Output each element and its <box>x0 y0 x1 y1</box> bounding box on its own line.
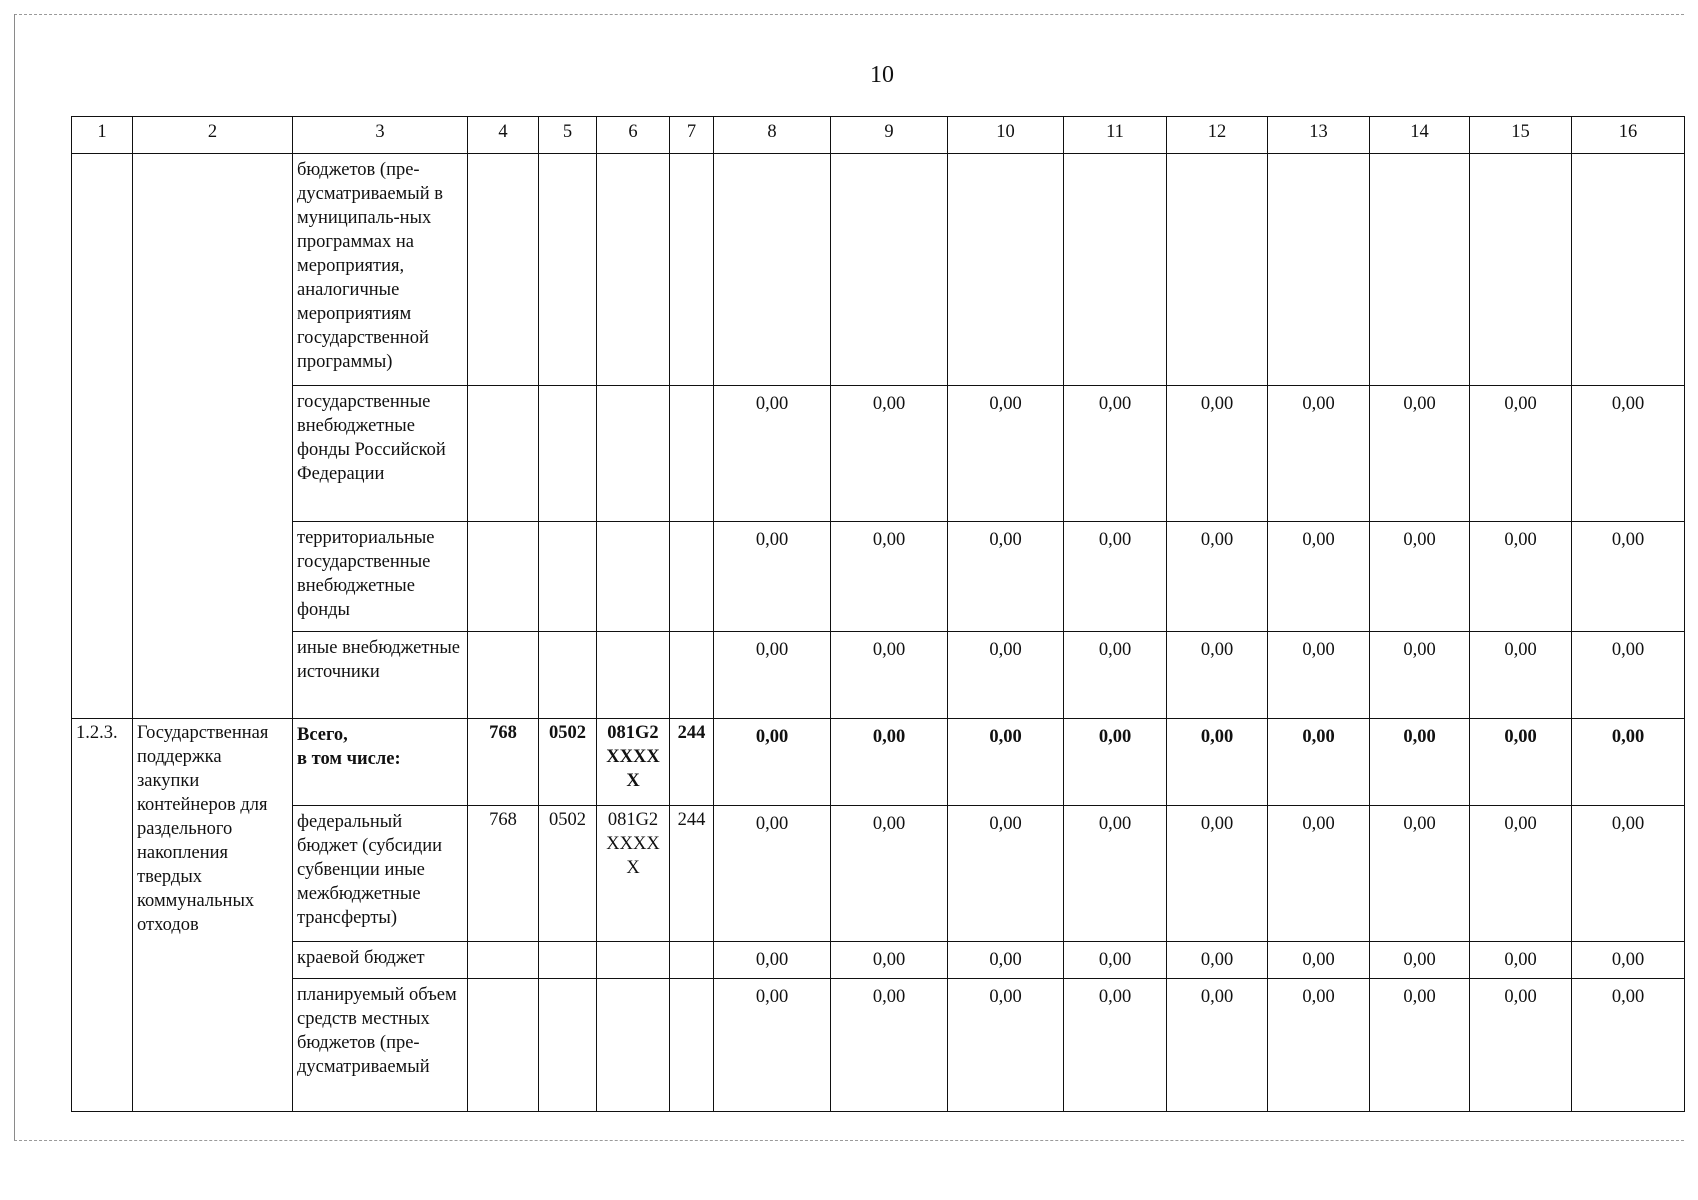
value-cell <box>1572 154 1685 386</box>
value-cell: 0,00 <box>948 522 1064 632</box>
value-cell: 0,00 <box>1268 386 1370 522</box>
value-cell: 0,00 <box>1167 806 1268 942</box>
cell-c4 <box>468 154 539 386</box>
column-header: 13 <box>1268 117 1370 154</box>
column-header: 4 <box>468 117 539 154</box>
cell-c6 <box>597 154 670 386</box>
value-cell: 0,00 <box>1470 632 1572 719</box>
table-row-total <box>72 719 1685 806</box>
source-label: Всего, в том числе: <box>293 719 468 806</box>
value-cell: 0,00 <box>1572 942 1685 979</box>
column-header: 15 <box>1470 117 1572 154</box>
cell-c5: 0502 <box>539 806 597 942</box>
table-row <box>72 522 1685 632</box>
value-cell: 0,00 <box>948 942 1064 979</box>
cell-c4 <box>468 942 539 979</box>
table-row <box>72 632 1685 719</box>
value-cell: 0,00 <box>1370 806 1470 942</box>
value-cell: 0,00 <box>831 386 948 522</box>
value-cell: 0,00 <box>1370 522 1470 632</box>
value-cell: 0,00 <box>1167 942 1268 979</box>
item-number-cell-empty <box>72 154 133 719</box>
header-row <box>72 117 1685 154</box>
value-cell: 0,00 <box>1470 386 1572 522</box>
item-number: 1.2.3. <box>72 719 133 1112</box>
value-cell: 0,00 <box>1064 979 1167 1112</box>
value-cell: 0,00 <box>1064 522 1167 632</box>
column-header: 3 <box>293 117 468 154</box>
scan-edge-bottom <box>14 1140 1684 1141</box>
cell-c5 <box>539 979 597 1112</box>
value-cell: 0,00 <box>714 719 831 806</box>
value-cell: 0,00 <box>1268 719 1370 806</box>
value-cell: 0,00 <box>1268 632 1370 719</box>
cell-c4 <box>468 632 539 719</box>
value-cell: 0,00 <box>1370 719 1470 806</box>
value-cell: 0,00 <box>1064 719 1167 806</box>
scan-edge-left <box>14 14 15 1140</box>
value-cell: 0,00 <box>1064 386 1167 522</box>
value-cell: 0,00 <box>831 806 948 942</box>
cell-c6: 081G2 XXXX X <box>597 719 670 806</box>
cell-c7 <box>670 386 714 522</box>
value-cell: 0,00 <box>1572 719 1685 806</box>
value-cell <box>1370 154 1470 386</box>
cell-c5 <box>539 942 597 979</box>
cell-c7: 244 <box>670 719 714 806</box>
source-label: краевой бюджет <box>293 942 468 979</box>
value-cell: 0,00 <box>714 806 831 942</box>
source-label: государственные внебюджетные фонды Российской Федерации <box>293 386 468 522</box>
cell-c7 <box>670 979 714 1112</box>
value-cell: 0,00 <box>1370 979 1470 1112</box>
value-cell <box>831 154 948 386</box>
table-row <box>72 942 1685 979</box>
value-cell: 0,00 <box>831 719 948 806</box>
cell-c4: 768 <box>468 719 539 806</box>
value-cell: 0,00 <box>1470 719 1572 806</box>
value-cell: 0,00 <box>1370 632 1470 719</box>
value-cell: 0,00 <box>948 632 1064 719</box>
cell-c4: 768 <box>468 806 539 942</box>
value-cell: 0,00 <box>1470 522 1572 632</box>
value-cell: 0,00 <box>831 522 948 632</box>
cell-c5 <box>539 386 597 522</box>
column-header: 1 <box>72 117 133 154</box>
value-cell: 0,00 <box>714 632 831 719</box>
value-cell: 0,00 <box>1268 522 1370 632</box>
source-label: иные внебюджетные источники <box>293 632 468 719</box>
value-cell: 0,00 <box>948 719 1064 806</box>
column-header: 7 <box>670 117 714 154</box>
source-label: планируемый объем средств местных бюджетов (пре-дусматриваемый <box>293 979 468 1112</box>
budget-table <box>71 116 1685 1112</box>
value-cell: 0,00 <box>714 979 831 1112</box>
column-header: 9 <box>831 117 948 154</box>
value-cell: 0,00 <box>1572 632 1685 719</box>
value-cell <box>714 154 831 386</box>
column-header: 2 <box>133 117 293 154</box>
source-label: бюджетов (пре-дусматриваемый в муниципаль-ных программах на мероприятия, аналогичные мероприятиям государственной программы) <box>293 154 468 386</box>
value-cell: 0,00 <box>948 386 1064 522</box>
table-row <box>72 154 1685 386</box>
table-row <box>72 806 1685 942</box>
cell-c6 <box>597 522 670 632</box>
value-cell: 0,00 <box>1572 979 1685 1112</box>
item-name: Государственная поддержка закупки контейнеров для раздельного накопления твердых коммунальных отходов <box>133 719 293 1112</box>
value-cell: 0,00 <box>1167 979 1268 1112</box>
value-cell: 0,00 <box>948 979 1064 1112</box>
cell-c7 <box>670 942 714 979</box>
value-cell <box>1268 154 1370 386</box>
value-cell: 0,00 <box>1064 806 1167 942</box>
value-cell: 0,00 <box>1064 632 1167 719</box>
value-cell: 0,00 <box>1470 806 1572 942</box>
value-cell: 0,00 <box>1268 806 1370 942</box>
value-cell: 0,00 <box>1268 979 1370 1112</box>
value-cell: 0,00 <box>1370 942 1470 979</box>
column-header: 14 <box>1370 117 1470 154</box>
value-cell: 0,00 <box>831 632 948 719</box>
value-cell <box>948 154 1064 386</box>
page-number: 10 <box>870 62 894 88</box>
column-header: 10 <box>948 117 1064 154</box>
column-header: 16 <box>1572 117 1685 154</box>
cell-c6 <box>597 979 670 1112</box>
item-name-cell-empty <box>133 154 293 719</box>
value-cell: 0,00 <box>1572 806 1685 942</box>
cell-c6 <box>597 386 670 522</box>
value-cell <box>1064 154 1167 386</box>
column-header: 5 <box>539 117 597 154</box>
value-cell <box>1167 154 1268 386</box>
cell-c6: 081G2 XXXX X <box>597 806 670 942</box>
value-cell: 0,00 <box>1572 386 1685 522</box>
cell-c7 <box>670 632 714 719</box>
value-cell: 0,00 <box>831 942 948 979</box>
value-cell: 0,00 <box>1064 942 1167 979</box>
value-cell: 0,00 <box>1167 522 1268 632</box>
column-header: 11 <box>1064 117 1167 154</box>
value-cell: 0,00 <box>1167 719 1268 806</box>
value-cell: 0,00 <box>714 386 831 522</box>
scan-edge-top <box>14 14 1684 15</box>
cell-c5 <box>539 522 597 632</box>
value-cell: 0,00 <box>1370 386 1470 522</box>
cell-c5: 0502 <box>539 719 597 806</box>
table-row <box>72 979 1685 1112</box>
cell-c7 <box>670 154 714 386</box>
cell-c5 <box>539 632 597 719</box>
cell-c5 <box>539 154 597 386</box>
cell-c6 <box>597 632 670 719</box>
value-cell: 0,00 <box>831 979 948 1112</box>
source-label: территориальные государственные внебюджетные фонды <box>293 522 468 632</box>
value-cell: 0,00 <box>1572 522 1685 632</box>
value-cell <box>1470 154 1572 386</box>
cell-c4 <box>468 386 539 522</box>
column-header: 12 <box>1167 117 1268 154</box>
value-cell: 0,00 <box>714 522 831 632</box>
value-cell: 0,00 <box>714 942 831 979</box>
cell-c7: 244 <box>670 806 714 942</box>
source-label: федеральный бюджет (субсидии субвенции иные межбюджетные трансферты) <box>293 806 468 942</box>
cell-c4 <box>468 979 539 1112</box>
cell-c7 <box>670 522 714 632</box>
cell-c4 <box>468 522 539 632</box>
column-header: 6 <box>597 117 670 154</box>
value-cell: 0,00 <box>1167 632 1268 719</box>
column-header: 8 <box>714 117 831 154</box>
value-cell: 0,00 <box>1167 386 1268 522</box>
cell-c6 <box>597 942 670 979</box>
value-cell: 0,00 <box>1470 979 1572 1112</box>
value-cell: 0,00 <box>1268 942 1370 979</box>
value-cell: 0,00 <box>948 806 1064 942</box>
value-cell: 0,00 <box>1470 942 1572 979</box>
table-row <box>72 386 1685 522</box>
